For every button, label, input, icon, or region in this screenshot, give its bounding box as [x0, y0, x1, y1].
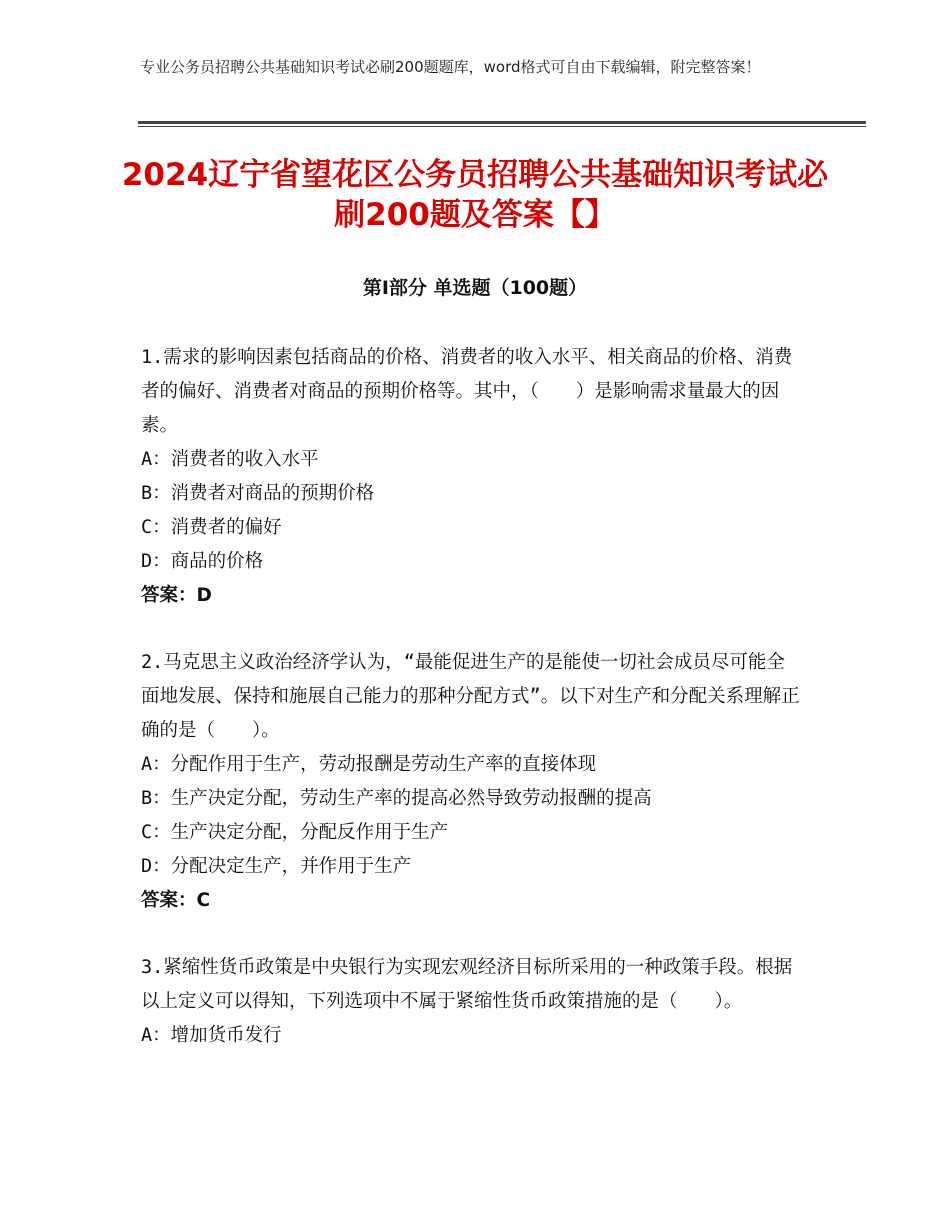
section-title: 第Ⅰ部分 单选题（100题）: [362, 277, 588, 299]
question-2: [141, 646, 801, 918]
option-c: C：消费者的偏好: [141, 517, 282, 538]
option-b: B：消费者对商品的预期价格: [141, 483, 375, 504]
option-d: D：商品的价格: [141, 551, 264, 572]
option-a: A：消费者的收入水平: [141, 449, 319, 470]
header-divider-thick: [138, 121, 866, 124]
question-1: [141, 341, 801, 613]
answer: 答案：D: [141, 585, 212, 606]
option-d: D：分配决定生产，并作用于生产: [141, 856, 412, 877]
question-3: [141, 951, 801, 1053]
header-note: 专业公务员招聘公共基础知识考试必刷200题题库，word格式可自由下载编辑，附完整答案！: [140, 58, 761, 76]
document-title: 2024辽宁省望花区公务员招聘公共基础知识考试必刷200题及答案【】: [121, 157, 829, 233]
option-a: A：增加货币发行: [141, 1025, 282, 1046]
option-b: B：生产决定分配，劳动生产率的提高必然导致劳动报酬的提高: [141, 788, 652, 809]
question-stem: 3.紧缩性货币政策是中央银行为实现宏观经济目标所采用的一种政策手段。根据以上定义可以得知，下列选项中不属于紧缩性货币政策措施的是（ ）。: [141, 957, 793, 1012]
option-c: C：生产决定分配，分配反作用于生产: [141, 822, 449, 843]
option-a: A：分配作用于生产，劳动报酬是劳动生产率的直接体现: [141, 754, 597, 775]
question-stem: 1.需求的影响因素包括商品的价格、消费者的收入水平、相关商品的价格、消费者的偏好、消费者对商品的预期价格等。其中，（ ）是影响需求量最大的因素。: [141, 347, 793, 436]
answer: 答案：C: [141, 890, 211, 911]
question-list: [141, 341, 801, 1086]
header-divider-thin: [138, 126, 866, 127]
question-stem: 2.马克思主义政治经济学认为，“最能促进生产的是能使一切社会成员尽可能全面地发展、保持和施展自己能力的那种分配方式”。以下对生产和分配关系理解正确的是（ ）。: [141, 652, 800, 741]
